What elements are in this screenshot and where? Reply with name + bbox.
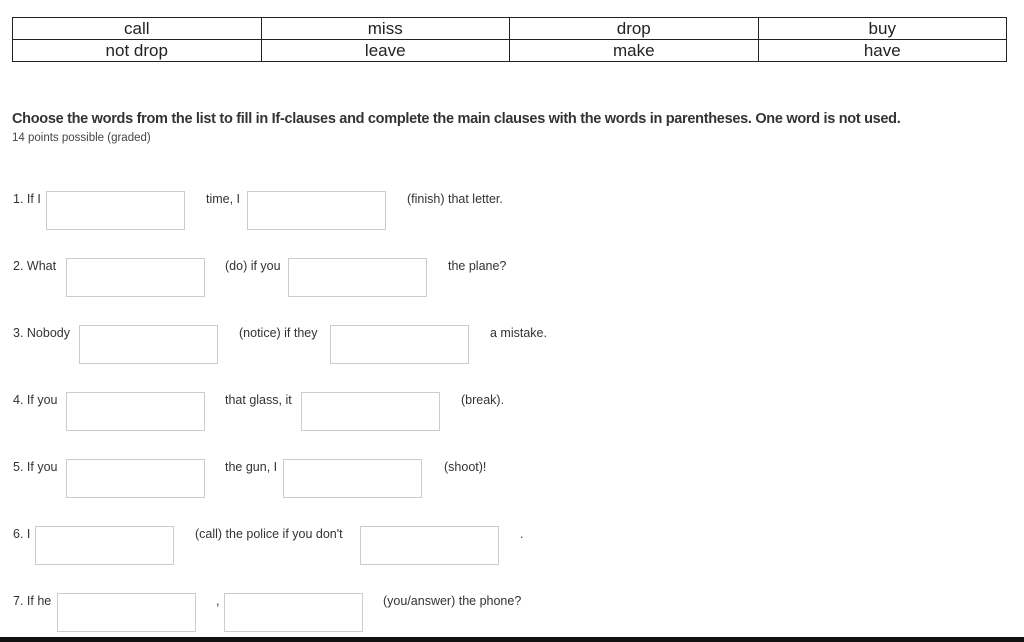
q5-text-start: 5. If you xyxy=(13,460,58,474)
q4-text-start: 4. If you xyxy=(13,393,58,407)
word-bank-cell: have xyxy=(758,40,1007,62)
q5-text-middle: the gun, I xyxy=(225,460,278,474)
word-bank-cell: buy xyxy=(758,18,1007,40)
word-bank-cell: miss xyxy=(261,18,510,40)
q7-text-end: (you/answer) the phone? xyxy=(383,594,522,608)
word-bank-cell: call xyxy=(13,18,262,40)
q3-blank-2[interactable] xyxy=(330,325,469,364)
q2-text-end: the plane? xyxy=(448,259,507,273)
q3-text-middle: (notice) if they xyxy=(239,326,318,340)
q3-text-start: 3. Nobody xyxy=(13,326,70,340)
q1-text-start: 1. If I xyxy=(13,192,41,206)
q4-blank-2[interactable] xyxy=(301,392,440,431)
q6-text-end: . xyxy=(520,527,524,541)
points-possible: 14 points possible (graded) xyxy=(12,132,151,144)
q5-text-end: (shoot)! xyxy=(444,460,487,474)
word-bank-row xyxy=(13,18,1007,40)
word-bank-cell: drop xyxy=(510,18,759,40)
q7-text-middle: , xyxy=(216,594,220,608)
q1-blank-2[interactable] xyxy=(247,191,386,230)
q1-text-middle: time, I xyxy=(206,192,241,206)
q7-blank-1[interactable] xyxy=(57,593,196,632)
q2-blank-1[interactable] xyxy=(66,258,205,297)
q5-blank-2[interactable] xyxy=(283,459,422,498)
q4-text-end: (break). xyxy=(461,393,505,407)
q2-blank-2[interactable] xyxy=(288,258,427,297)
q1-text-end: (finish) that letter. xyxy=(407,192,503,206)
word-bank-row xyxy=(13,40,1007,62)
q1-blank-1[interactable] xyxy=(46,191,185,230)
q2-text-middle: (do) if you xyxy=(225,259,281,273)
q7-text-start: 7. If he xyxy=(13,594,52,608)
q4-text-middle: that glass, it xyxy=(225,393,292,407)
q7-blank-2[interactable] xyxy=(224,593,363,632)
word-bank-cell: leave xyxy=(261,40,510,62)
q5-blank-1[interactable] xyxy=(66,459,205,498)
q3-blank-1[interactable] xyxy=(79,325,218,364)
q6-text-start: 6. I xyxy=(13,527,31,541)
q4-blank-1[interactable] xyxy=(66,392,205,431)
q6-blank-1[interactable] xyxy=(35,526,174,565)
q6-text-middle: (call) the police if you don't xyxy=(195,527,343,541)
q3-text-end: a mistake. xyxy=(490,326,547,340)
q6-blank-2[interactable] xyxy=(360,526,499,565)
question-instructions: Choose the words from the list to fill in If-clauses and complete the main clauses with the words in parentheses. One word is not used. xyxy=(12,111,901,127)
word-bank-cell: make xyxy=(510,40,759,62)
word-bank-cell: not drop xyxy=(13,40,262,62)
bottom-border xyxy=(0,637,1024,642)
word-bank-table xyxy=(12,17,1007,62)
q2-text-start: 2. What xyxy=(13,259,57,273)
